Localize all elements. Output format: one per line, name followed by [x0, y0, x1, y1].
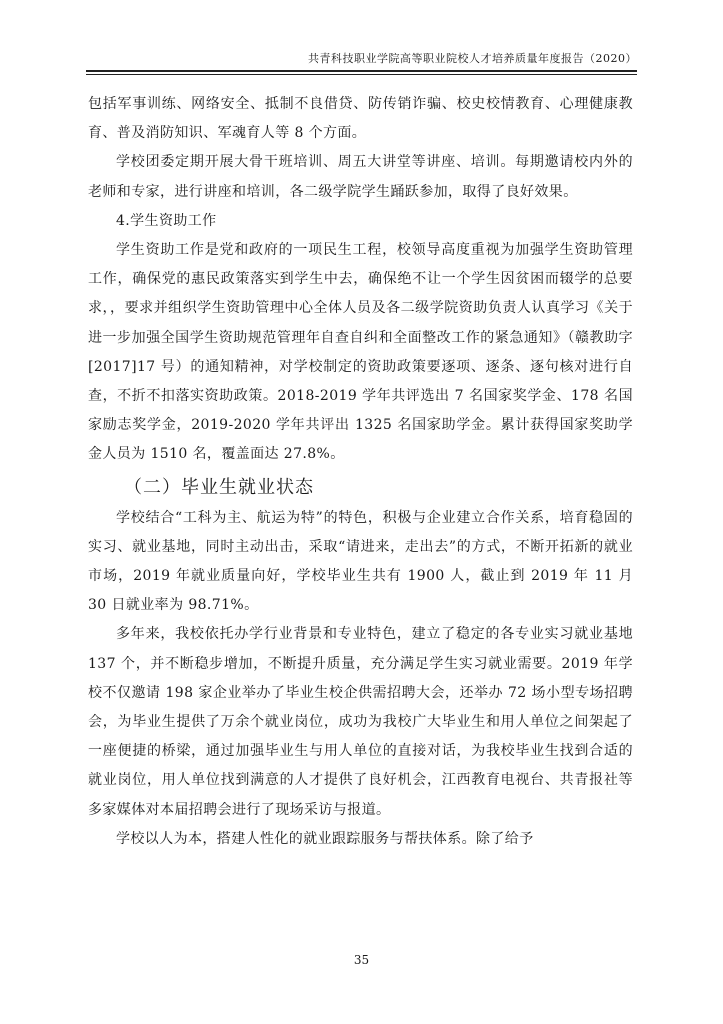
section-heading-graduate-employment: （二）毕业生就业状态: [124, 476, 314, 498]
paragraph-employment-tracking: 学校以人为本，搭建人性化的就业跟踪服务与帮扶体系。除了给予: [116, 830, 534, 847]
paragraph-internship-bases: 多年来，我校依托办学行业背景和专业特色，建立了稳定的各专业实习就业基地 137 个，并不断稳步增加，不断提升质量，充分满足学生实习就业需要。2019 年学校不仅邀请 198 家企业举办了毕业生校企供需招聘大会，还举办 72 场小型专场招聘会，为毕业生提供了万余个就业岗位，成功为我校广大毕业生和用人单位之间架起了一座便捷的桥梁，通过加强毕业生与用人单位的直接对话，为我校毕业生找到合适的就业岗位，用人单位找到满意的人才提供了良好机会，江西教育电视台、共青报社等多家媒体对本届招聘会进行了现场采访与报道。: [88, 626, 633, 818]
paragraph-student-aid: 学生资助工作是党和政府的一项民生工程，校领导高度重视为加强学生资助管理工作，确保党的惠民政策落实到学生中去，确保绝不让一个学生因贫困而辍学的总要求，，要求并组织学生资助管理中心全体人员及各二级学院资助负责人认真学习《关于进一步加强全国学生资助规范管理年自查自纠和全面整改工作的紧急通知》（赣教助字[2017]17 号）的通知精神，对学校制定的资助政策要逐项、逐条、逐句核对进行自查，不折不扣落实资助政策。2018-2019 学年共评选出 7 名国家奖学金、178 名国家励志奖学金，2019-2020 学年共评出 1325 名国家助学金。累计获得国家奖助学金人员为 1510 名，覆盖面达 27.8%。: [88, 242, 633, 463]
report-title: 共青科技职业学院高等职业院校人才培养质量年度报告（2020）: [308, 52, 637, 65]
page-header: [86, 50, 637, 72]
document-body: [88, 90, 633, 854]
paragraph-employment-overview: 学校结合“工科为主、航运为特”的特色，积极与企业建立合作关系，培育稳固的实习、就业基地，同时主动出击，采取“请进来，走出去”的方式，不断开拓新的就业市场，2019 年就业质量向好，学校毕业生共有 1900 人，截止到 2019 年 11 月 30 日就业率为 98.71%。: [88, 509, 633, 614]
paragraph-safety-education: 包括军事训练、网络安全、抵制不良借贷、防传销诈骗、校史校情教育、心理健康教育、普及消防知识、军魂育人等 8 个方面。: [88, 96, 633, 142]
paragraph-youth-league-training: 学校团委定期开展大骨干班培训、周五大讲堂等讲座、培训。每期邀请校内外的老师和专家，进行讲座和培训，各二级学院学生踊跃参加，取得了良好效果。: [88, 154, 633, 200]
subheading-student-aid: 4.学生资助工作: [116, 212, 217, 229]
page-number: 35: [353, 953, 370, 967]
